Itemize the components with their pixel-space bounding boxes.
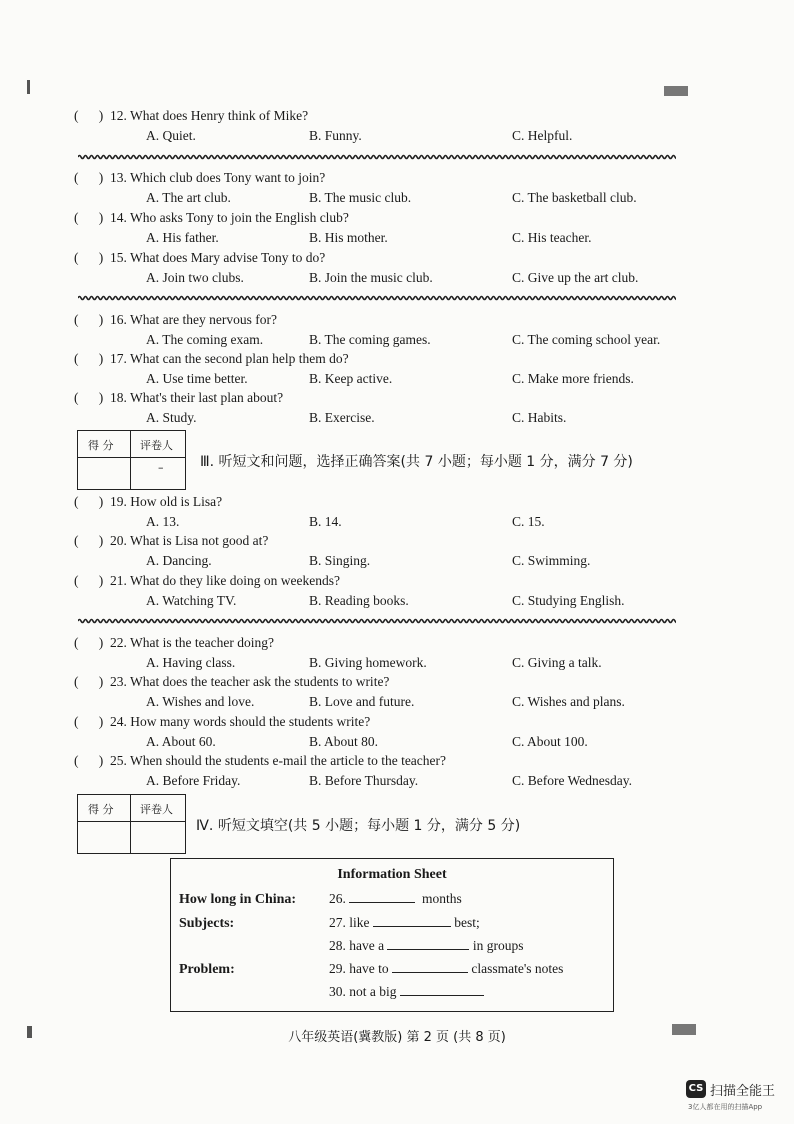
option-b: B. 14.: [309, 514, 342, 529]
option-a: A. Before Friday.: [146, 773, 241, 788]
option-c: C. Before Wednesday.: [512, 773, 633, 788]
scan-mark-left-top: [27, 80, 30, 94]
option-a: A. Watching TV.: [146, 593, 237, 608]
option-c: C. Wishes and plans.: [512, 694, 625, 709]
fill-item-26: 26. months: [329, 891, 462, 906]
question-text: 23. What does the teacher ask the students to write?: [110, 674, 390, 689]
information-sheet: [170, 858, 614, 1012]
option-b: B. His mother.: [309, 230, 388, 245]
wavy-divider: [78, 294, 676, 302]
question-13: [74, 170, 694, 210]
answer-paren[interactable]: ( ): [74, 753, 104, 768]
option-c: C. His teacher.: [512, 230, 592, 245]
option-a: A. The art club.: [146, 190, 231, 205]
question-18: [74, 390, 694, 430]
fill-item-29: 29. have to classmate's notes: [329, 961, 564, 976]
answer-paren[interactable]: ( ): [74, 533, 104, 548]
option-c: C. The basketball club.: [512, 190, 637, 205]
answer-paren[interactable]: ( ): [74, 714, 104, 729]
question-16: [74, 312, 694, 352]
option-c: C. Swimming.: [512, 553, 591, 568]
label-subjects: Subjects:: [179, 916, 235, 931]
score-input[interactable]: [80, 823, 128, 851]
answer-paren[interactable]: ( ): [74, 635, 104, 650]
information-sheet-title: Information Sheet: [337, 867, 447, 882]
option-c: C. 15.: [512, 514, 545, 529]
option-a: A. Dancing.: [146, 553, 212, 568]
question-text: 22. What is the teacher doing?: [110, 635, 274, 650]
question-text: 17. What can the second plan help them do?: [110, 351, 349, 366]
page-footer: 八年级英语(冀教版) 第 2 页 (共 8 页): [288, 1030, 506, 1045]
option-c: C. Giving a talk.: [512, 655, 602, 670]
camscanner-logo-icon: CS: [686, 1080, 706, 1098]
score-label: 得 分: [88, 803, 114, 816]
label-problem: Problem:: [179, 962, 235, 977]
score-box-divider: [130, 431, 131, 489]
question-text: 15. What does Mary advise Tony to do?: [110, 250, 326, 265]
option-b: B. Singing.: [309, 553, 371, 568]
question-text: 18. What's their last plan about?: [110, 390, 284, 405]
answer-blank-28[interactable]: [387, 938, 469, 950]
question-23: [74, 674, 694, 714]
scan-mark-right-top: [664, 86, 688, 96]
option-b: B. The coming games.: [309, 332, 431, 347]
question-text: 14. Who asks Tony to join the English club?: [110, 210, 349, 225]
grader-label: 评卷人: [140, 439, 173, 452]
answer-paren[interactable]: ( ): [74, 351, 104, 366]
option-a: A. The coming exam.: [146, 332, 264, 347]
answer-paren[interactable]: ( ): [74, 210, 104, 225]
answer-paren[interactable]: ( ): [74, 674, 104, 689]
answer-paren[interactable]: ( ): [74, 312, 104, 327]
score-box-section-3: [77, 430, 186, 490]
option-b: B. Love and future.: [309, 694, 415, 709]
question-text: 19. How old is Lisa?: [110, 494, 223, 509]
question-24: [74, 714, 694, 754]
option-a: A. Quiet.: [146, 128, 196, 143]
option-b: B. About 80.: [309, 734, 379, 749]
fill-item-27: 27. like best;: [329, 915, 480, 930]
fill-item-30: 30. not a big: [329, 984, 484, 1000]
answer-blank-30[interactable]: [400, 984, 484, 996]
option-a: A. About 60.: [146, 734, 216, 749]
answer-paren[interactable]: ( ): [74, 573, 104, 588]
score-label: 得 分: [88, 439, 114, 452]
score-box-divider: [78, 821, 185, 822]
camscanner-tagline: 3亿人都在用的扫描App: [688, 1103, 763, 1111]
option-c: C. Make more friends.: [512, 371, 634, 386]
question-text: 12. What does Henry think of Mike?: [110, 108, 309, 123]
option-b: B. The music club.: [309, 190, 412, 205]
grader-mark: –: [158, 461, 164, 474]
option-c: C. The coming school year.: [512, 332, 661, 347]
question-15: [74, 250, 694, 290]
question-19: [74, 494, 694, 534]
option-a: A. Use time better.: [146, 371, 248, 386]
section-4-title: Ⅳ. 听短文填空(共 5 小题；每小题 1 分，满分 5 分): [196, 818, 521, 834]
question-22: [74, 635, 694, 675]
option-c: C. About 100.: [512, 734, 588, 749]
option-b: B. Funny.: [309, 128, 362, 143]
option-a: A. Wishes and love.: [146, 694, 255, 709]
question-text: 20. What is Lisa not good at?: [110, 533, 269, 548]
answer-paren[interactable]: ( ): [74, 170, 104, 185]
option-c: C. Habits.: [512, 410, 567, 425]
option-c: C. Studying English.: [512, 593, 625, 608]
question-text: 24. How many words should the students write?: [110, 714, 371, 729]
question-25: [74, 753, 694, 793]
option-b: B. Exercise.: [309, 410, 375, 425]
answer-blank-29[interactable]: [392, 961, 468, 973]
answer-blank-26[interactable]: [349, 891, 415, 903]
option-a: A. Study.: [146, 410, 197, 425]
camscanner-name: 扫描全能王: [710, 1084, 776, 1099]
wavy-divider: [78, 153, 676, 161]
option-c: C. Give up the art club.: [512, 270, 639, 285]
section-3-title: Ⅲ. 听短文和问题，选择正确答案(共 7 小题；每小题 1 分，满分 7 分): [200, 454, 633, 470]
question-text: 25. When should the students e-mail the article to the teacher?: [110, 753, 447, 768]
answer-blank-27[interactable]: [373, 915, 451, 927]
grader-label: 评卷人: [140, 803, 173, 816]
score-box-section-4: [77, 794, 186, 854]
option-b: B. Reading books.: [309, 593, 409, 608]
question-14: [74, 210, 694, 250]
score-box-divider: [78, 457, 185, 458]
answer-paren[interactable]: ( ): [74, 494, 104, 509]
option-b: B. Join the music club.: [309, 270, 433, 285]
question-text: 16. What are they nervous for?: [110, 312, 277, 327]
wavy-divider: [78, 617, 676, 625]
option-a: A. His father.: [146, 230, 219, 245]
option-b: B. Before Thursday.: [309, 773, 419, 788]
question-21: [74, 573, 694, 613]
question-text: 13. Which club does Tony want to join?: [110, 170, 326, 185]
label-how-long: How long in China:: [179, 892, 297, 907]
question-17: [74, 351, 694, 391]
option-b: B. Giving homework.: [309, 655, 427, 670]
score-input[interactable]: [80, 459, 128, 487]
score-box-divider: [130, 795, 131, 853]
question-20: [74, 533, 694, 573]
answer-paren[interactable]: ( ): [74, 250, 104, 265]
option-a: A. 13.: [146, 514, 180, 529]
option-a: A. Having class.: [146, 655, 236, 670]
fill-item-28: 28. have a in groups: [329, 938, 524, 953]
option-a: A. Join two clubs.: [146, 270, 244, 285]
option-b: B. Keep active.: [309, 371, 393, 386]
option-c: C. Helpful.: [512, 128, 573, 143]
question-12: [74, 108, 694, 148]
answer-paren[interactable]: ( ): [74, 390, 104, 405]
answer-paren[interactable]: ( ): [74, 108, 104, 123]
question-text: 21. What do they like doing on weekends?: [110, 573, 340, 588]
